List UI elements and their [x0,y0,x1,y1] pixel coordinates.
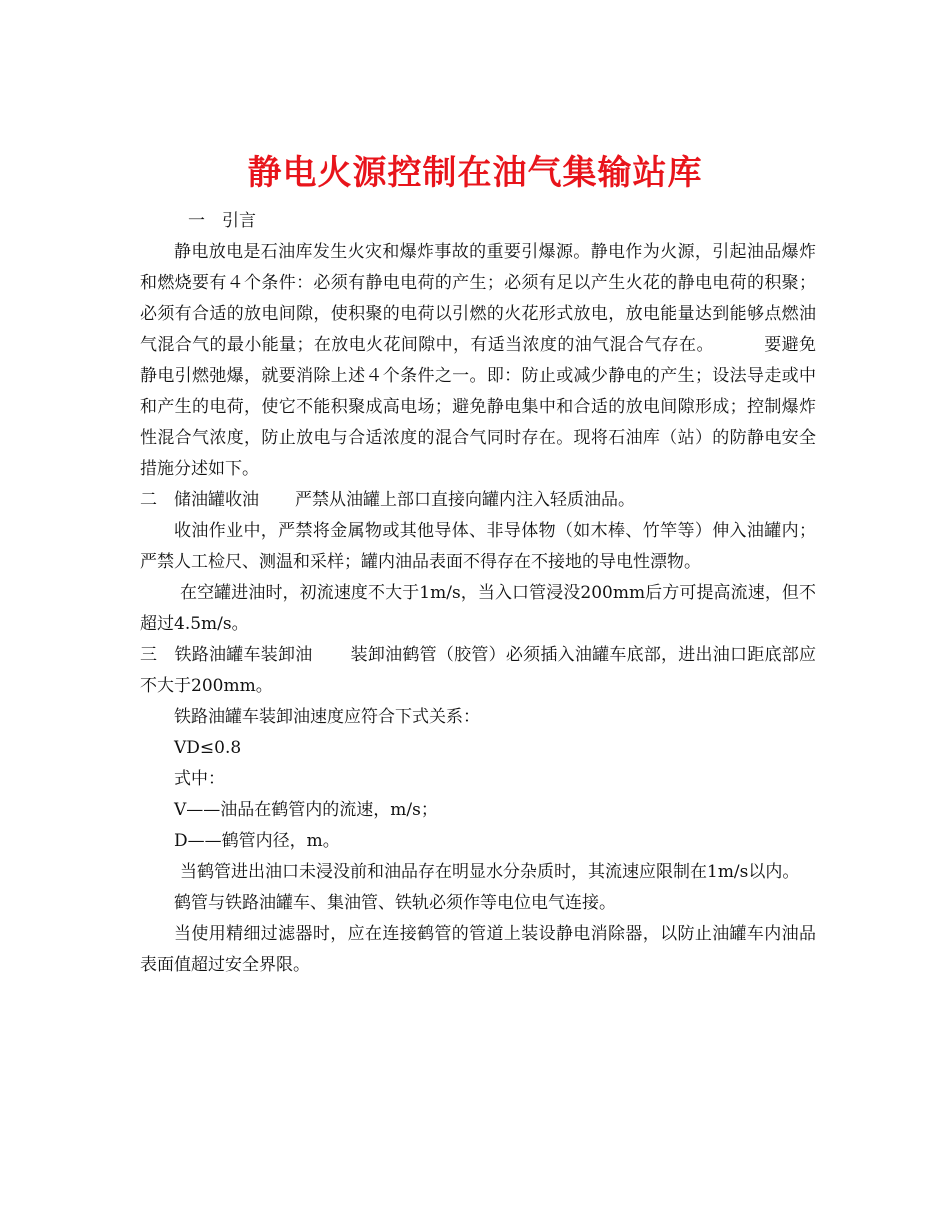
paragraph: 当使用精细过滤器时，应在连接鹤管的管道上装设静电消除器，以防止油罐车内油品表面值超过安全界限。 [140,924,816,975]
paragraph: 收油作业中，严禁将金属物或其他导体、非导体物（如木棒、竹竿等）伸入油罐内；严禁人工检尺、测温和采样；罐内油品表面不得存在不接地的导电性漂物。 [140,521,816,572]
paragraph [140,237,816,485]
paragraph: 铁路油罐车装卸油速度应符合下式关系： [174,707,480,727]
paragraph [140,485,816,516]
section-heading-tank: 二 储油罐收油 [140,490,259,510]
section-heading-intro: 一 引言 [188,211,256,231]
formula-variable-d: D——鹤管内径，m。 [174,831,340,851]
formula-variable-v: V——油品在鹤管内的流速，m/s； [174,800,438,820]
paragraph-text: 静电放电是石油库发生火灾和爆炸事故的重要引爆源。静电作为火源，引起油品爆炸和燃烧要有４个条件：必须有静电电荷的产生；必须有足以产生火花的静电电荷的积聚；必须有合适的放电间隙，使积聚的电荷以引燃的火花形式放电，放电能量达到能够点燃油气混合气的最小能量；在放电火花间隙中，有适当浓度的油气混合气存在。 [140,242,816,355]
section-heading-rail: 三 铁路油罐车装卸油 [140,645,313,665]
paragraph: 在空罐进油时，初流速度不大于1m/s，当入口管浸没200mm后方可提高流速，但不超过4.5m/s。 [140,583,816,634]
paragraph: 鹤管与铁路油罐车、集油管、铁轨必须作等电位电气连接。 [174,893,616,913]
formula-where: 式中： [174,769,225,789]
paragraph-text: 严禁从油罐上部口直接向罐内注入轻质油品。 [295,490,635,510]
page-title: 静电火源控制在油气集输站库 [247,152,703,193]
paragraph [140,640,816,702]
paragraph-text: 装卸油鹤管（胶管）必须插入油罐车底部，进出油口距底部应不大于200mm。 [140,645,817,696]
paragraph: 当鹤管进出油口未浸没前和油品存在明显水分杂质时，其流速应限制在1m/s以内。 [180,862,800,882]
document-body [140,206,816,981]
paragraph-text: 要避免静电引燃弛爆，就要消除上述４个条件之一。即：防止或减少静电的产生；设法导走或中和产生的电荷，使它不能积聚成高电场；避免静电集中和合适的放电间隙形成；控制爆炸性混合气浓度，防止放电与合适浓度的混合气同时存在。现将石油库（站）的防静电安全措施分述如下。 [140,335,817,479]
formula: VD≤0.8 [174,738,242,758]
